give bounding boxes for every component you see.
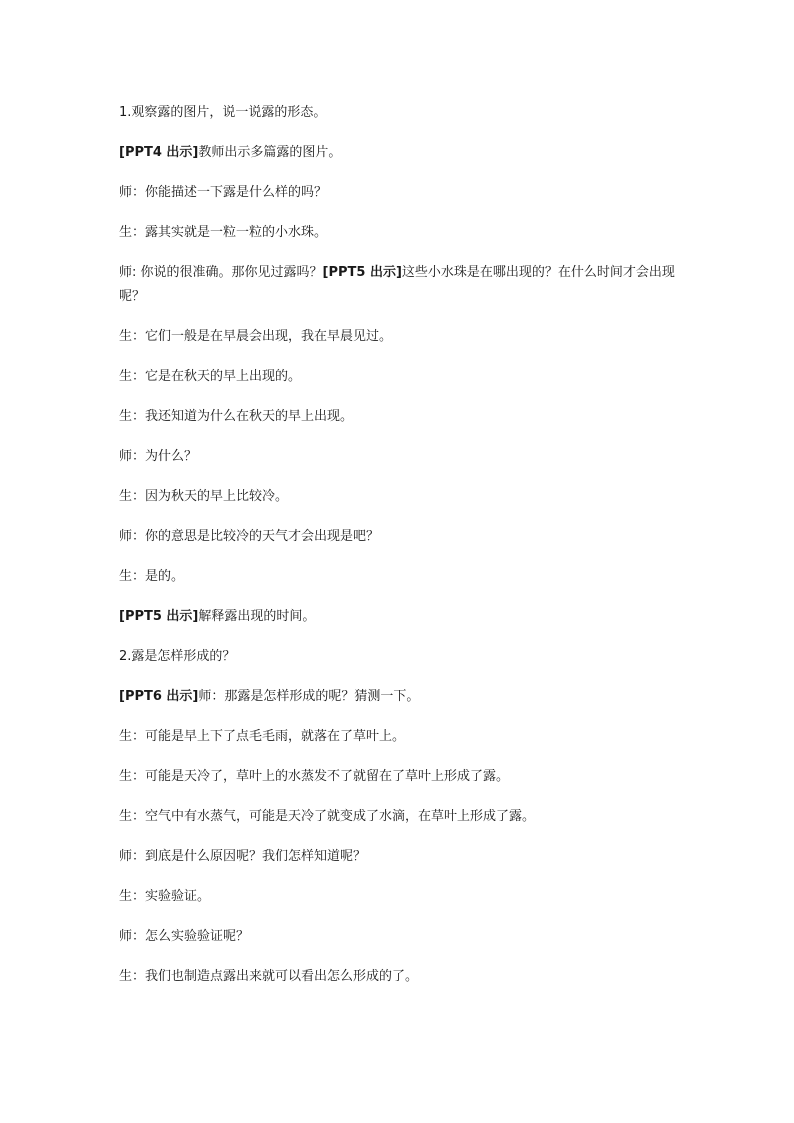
paragraph — [119, 925, 679, 949]
paragraph-text: 师：怎么实验验证呢？ — [119, 929, 250, 944]
paragraph-text: 生：露其实就是一粒一粒的小水珠。 — [119, 225, 328, 240]
document-body — [119, 101, 679, 1005]
paragraph-text: 师：为什么？ — [119, 449, 198, 464]
paragraph — [119, 765, 679, 789]
paragraph — [119, 405, 679, 429]
paragraph — [119, 181, 679, 205]
paragraph — [119, 261, 679, 309]
paragraph — [119, 605, 679, 629]
paragraph-text: 师：那露是怎样形成的呢？猜测一下。 — [198, 689, 420, 704]
ppt-tag: [PPT6 出示] — [119, 689, 199, 704]
paragraph — [119, 141, 679, 165]
paragraph-text: 生：实验验证。 — [119, 889, 211, 904]
paragraph-text: 生：它们一般是在早晨会出现，我在早晨见过。 — [119, 329, 393, 344]
paragraph — [119, 101, 679, 125]
paragraph-text: 师：到底是什么原因呢？我们怎样知道呢？ — [119, 849, 367, 864]
paragraph — [119, 445, 679, 469]
paragraph-text: 生：它是在秋天的早上出现的。 — [119, 369, 302, 384]
paragraph — [119, 485, 679, 509]
paragraph-text: 生：我还知道为什么在秋天的早上出现。 — [119, 409, 354, 424]
paragraph — [119, 645, 679, 669]
paragraph — [119, 965, 679, 989]
paragraph-text: 生：空气中有水蒸气，可能是天冷了就变成了水滴，在草叶上形成了露。 — [119, 809, 536, 824]
paragraph-text: 师：你能描述一下露是什么样的吗？ — [119, 185, 328, 200]
paragraph-text: 生：是的。 — [119, 569, 185, 584]
paragraph — [119, 805, 679, 829]
paragraph-text: 这些小水珠是在哪出现的？在什么时间才会出现呢？ — [119, 265, 675, 304]
paragraph — [119, 221, 679, 245]
paragraph — [119, 525, 679, 549]
paragraph — [119, 365, 679, 389]
paragraph-text: 1.观察露的图片，说一说露的形态。 — [119, 105, 327, 120]
paragraph-text: 师：你的意思是比较冷的天气才会出现是吧？ — [119, 529, 380, 544]
paragraph — [119, 685, 679, 709]
paragraph — [119, 725, 679, 749]
paragraph — [119, 325, 679, 349]
paragraph — [119, 845, 679, 869]
paragraph-text: 2.露是怎样形成的？ — [119, 649, 236, 664]
ppt-tag: [PPT5 出示] — [322, 265, 402, 280]
ppt-tag: [PPT4 出示] — [119, 145, 199, 160]
paragraph — [119, 565, 679, 589]
ppt-tag: [PPT5 出示] — [119, 609, 199, 624]
paragraph-text: 解释露出现的时间。 — [198, 609, 316, 624]
paragraph-text: 师: 你说的很准确。那你见过露吗？ — [119, 265, 323, 280]
paragraph-text: 生：可能是天冷了，草叶上的水蒸发不了就留在了草叶上形成了露。 — [119, 769, 510, 784]
paragraph-text: 生：可能是早上下了点毛毛雨，就落在了草叶上。 — [119, 729, 406, 744]
paragraph — [119, 885, 679, 909]
paragraph-text: 教师出示多篇露的图片。 — [198, 145, 342, 160]
paragraph-text: 生：因为秋天的早上比较冷。 — [119, 489, 289, 504]
paragraph-text: 生：我们也制造点露出来就可以看出怎么形成的了。 — [119, 969, 419, 984]
